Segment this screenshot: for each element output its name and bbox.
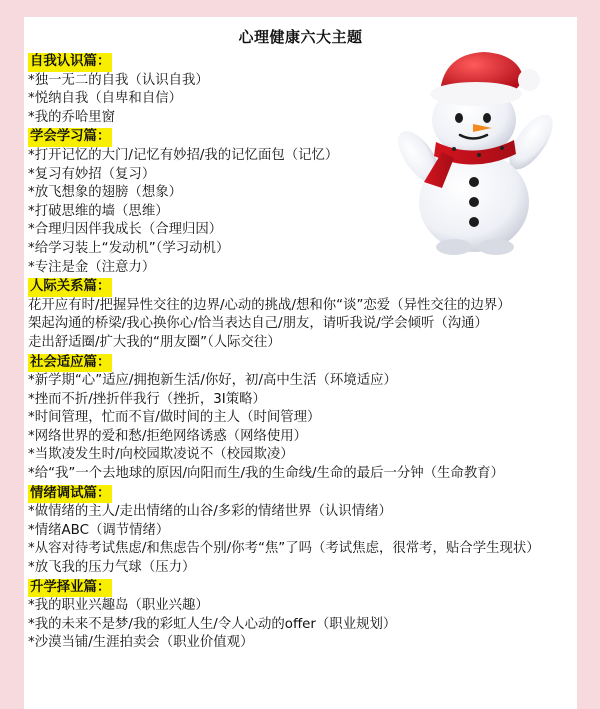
- section-heading: 升学择业篇：: [28, 579, 112, 598]
- list-item: *合理归因伴我成长（合理归因）: [28, 222, 223, 238]
- list-item: *复习有妙招（复习）: [28, 166, 156, 182]
- list-item: *给“我”一个去地球的原因/向阳而生/我的生命线/生命的最后一分钟（生命教育）: [28, 466, 504, 482]
- section-emotion: [28, 484, 568, 578]
- document-page: [24, 17, 577, 709]
- list-item: *独一无二的自我（认识自我）: [28, 72, 209, 88]
- list-item: *我的未来不是梦/我的彩虹人生/令人心动的offer（职业规划）: [28, 616, 397, 632]
- topic-list: [28, 52, 568, 653]
- list-item: *专注是金（注意力）: [28, 259, 156, 275]
- section-learning: [28, 127, 568, 277]
- list-item: *打破思维的墙（思维）: [28, 203, 169, 219]
- list-item: *情绪ABC（调节情绪）: [28, 522, 170, 538]
- section-heading: 情绪调试篇：: [28, 485, 112, 504]
- list-item: *我的乔哈里窗: [28, 109, 116, 125]
- list-item: *悦纳自我（自卑和自信）: [28, 91, 182, 107]
- list-item: 走出舒适圈/扩大我的“朋友圈”（人际交往）: [28, 334, 281, 350]
- section-self-awareness: [28, 52, 568, 127]
- list-item: *从容对待考试焦虑/和焦虑告个别/你考“焦”了吗（考试焦虑，很常考，贴合学生现状）: [28, 541, 540, 557]
- list-item: *沙漠当铺/生涯拍卖会（职业价值观）: [28, 635, 254, 651]
- section-social-adaptation: [28, 353, 568, 484]
- section-relationships: [28, 277, 568, 352]
- list-item: *给学习装上“发动机”（学习动机）: [28, 240, 230, 256]
- section-heading: 学会学习篇：: [28, 128, 112, 147]
- list-item: 花开应有时/把握异性交往的边界/心动的挑战/想和你“谈”恋爱（异性交往的边界）: [28, 297, 511, 313]
- list-item: *打开记忆的大门/记忆有妙招/我的记忆面包（记忆）: [28, 147, 339, 163]
- page-title: 心理健康六大主题: [238, 28, 363, 46]
- section-heading: 人际关系篇：: [28, 278, 112, 297]
- list-item: *时间管理，忙而不盲/做时间的主人（时间管理）: [28, 410, 321, 426]
- list-item: *新学期“心”适应/拥抱新生活/你好，初/高中生活（环境适应）: [28, 373, 397, 389]
- list-item: *放飞我的压力气球（压力）: [28, 560, 196, 576]
- list-item: *挫而不折/挫折伴我行（挫折，3I策略）: [28, 391, 266, 407]
- section-heading: 社会适应篇：: [28, 354, 112, 373]
- list-item: *当欺凌发生时/向校园欺凌说不（校园欺凌）: [28, 447, 294, 463]
- list-item: *做情绪的主人/走出情绪的山谷/多彩的情绪世界（认识情绪）: [28, 504, 392, 520]
- section-heading: 自我认识篇：: [28, 53, 112, 72]
- list-item: 架起沟通的桥梁/我心换你心/恰当表达自己/朋友，请听我说/学会倾听（沟通）: [28, 316, 488, 332]
- list-item: *我的职业兴趣岛（职业兴趣）: [28, 598, 209, 614]
- list-item: *网络世界的爱和愁/拒绝网络诱惑（网络使用）: [28, 428, 308, 444]
- list-item: *放飞想象的翅膀（想象）: [28, 185, 182, 201]
- section-career: [28, 578, 568, 653]
